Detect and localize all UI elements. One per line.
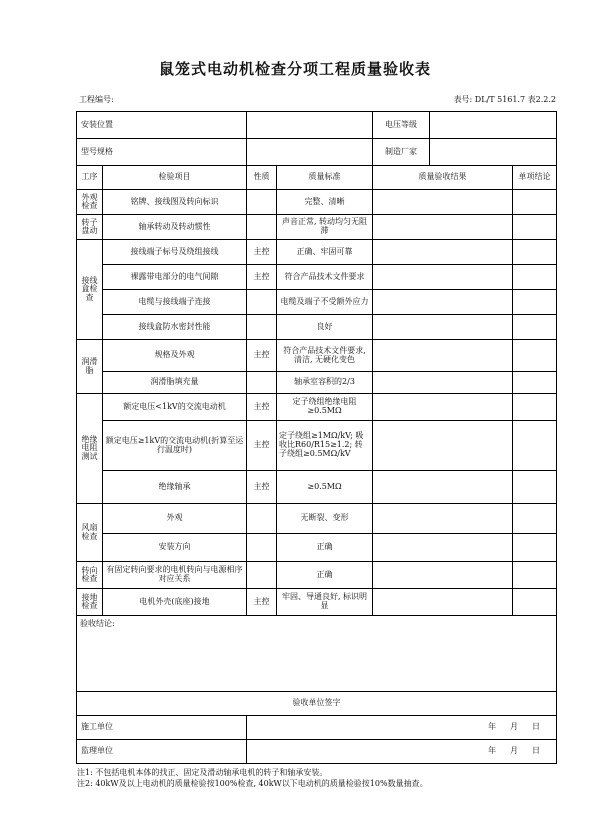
row-conclusion[interactable] (513, 394, 557, 421)
group-lubrication: 润滑脂 (77, 340, 103, 394)
header-item: 检验项目 (103, 166, 247, 190)
header-standard: 质量标准 (277, 166, 373, 190)
row-conclusion[interactable] (513, 240, 557, 265)
row-conclusion[interactable] (513, 504, 557, 534)
row-result[interactable] (373, 190, 513, 215)
footnotes (77, 767, 577, 789)
row-nature: 主控 (247, 589, 277, 616)
group-rotor: 转子盘动 (77, 215, 103, 240)
row-conclusion[interactable] (513, 265, 557, 290)
row-item: 轴承转动及转动惯性 (103, 215, 247, 240)
row-nature (247, 315, 277, 340)
row-standard: 定子绕组绝缘电阻≥0.5MΩ (277, 394, 373, 421)
row-nature: 主控 (247, 340, 277, 372)
row-standard: ≥0.5MΩ (277, 471, 373, 504)
conclusion-area[interactable] (77, 616, 557, 692)
row-result[interactable] (373, 421, 513, 471)
group-junction: 接线盒检查 (77, 240, 103, 340)
manufacturer-label: 制造厂家 (373, 139, 430, 165)
header-nature: 性质 (247, 166, 277, 190)
table-number: 表号: DL/T 5161.7 表2.2.2 (453, 95, 556, 104)
row-nature (247, 504, 277, 534)
row-item: 铭牌、接线图及转向标识 (103, 190, 247, 215)
row-item: 安装方向 (103, 534, 247, 562)
year-label: 年 (488, 722, 496, 732)
row-standard: 电缆及端子不受额外应力 (277, 290, 373, 315)
row-result[interactable] (373, 504, 513, 534)
row-item: 接线端子标号及绕组接线 (103, 240, 247, 265)
row-conclusion[interactable] (513, 315, 557, 340)
conclusion-label: 验收结论: (80, 619, 115, 628)
row-standard: 符合产品技术文件要求 (277, 265, 373, 290)
row-item: 润滑脂填充量 (103, 372, 247, 394)
row-result[interactable] (373, 315, 513, 340)
install-location-value[interactable] (247, 112, 373, 139)
row-result[interactable] (373, 240, 513, 265)
row-nature (247, 190, 277, 215)
construction-unit-sign[interactable] (247, 716, 557, 740)
header-step: 工序 (77, 166, 103, 190)
supervision-unit-text: 监理单位 (81, 746, 113, 756)
group-appearance: 外观检查 (77, 190, 103, 215)
row-result[interactable] (373, 265, 513, 290)
row-standard: 轴承室容积的2/3 (277, 372, 373, 394)
inspection-table (76, 111, 557, 764)
row-standard: 符合产品技术文件要求, 清洁, 无硬化变色 (277, 340, 373, 372)
row-item: 外观 (103, 504, 247, 534)
month-label: 月 (510, 722, 518, 732)
row-standard: 牢固、导通良好, 标识明显 (277, 589, 373, 616)
row-conclusion[interactable] (513, 372, 557, 394)
row-standard: 正确 (277, 562, 373, 589)
row-nature (247, 562, 277, 589)
manufacturer-value[interactable] (430, 139, 556, 165)
row-standard: 无断裂、变形 (277, 504, 373, 534)
header-result: 质量验收结果 (373, 166, 513, 190)
row-conclusion[interactable] (513, 534, 557, 562)
row-standard: 良好 (277, 315, 373, 340)
project-number-label: 工程编号: (79, 95, 114, 104)
sign-header: 验收单位签字 (77, 692, 557, 716)
row-nature: 主控 (247, 471, 277, 504)
page-title: 鼠笼式电动机检查分项工程质量验收表 (158, 60, 431, 78)
row-item: 绝缘轴承 (103, 471, 247, 504)
row-result[interactable] (373, 215, 513, 240)
row-item: 额定电压≥1kV的交流电动机(折算至运行温度时) (103, 421, 247, 471)
year-label: 年 (488, 746, 496, 756)
group-fan: 风扇检查 (77, 504, 103, 562)
row-item: 规格及外观 (103, 340, 247, 372)
row-result[interactable] (373, 534, 513, 562)
row-nature (247, 372, 277, 394)
row-conclusion[interactable] (513, 340, 557, 372)
row-nature (247, 534, 277, 562)
row-nature: 主控 (247, 240, 277, 265)
row-result[interactable] (373, 290, 513, 315)
supervision-unit-label (77, 740, 247, 764)
row-result[interactable] (373, 562, 513, 589)
row-conclusion[interactable] (513, 589, 557, 616)
row-nature (247, 290, 277, 315)
row-result[interactable] (373, 340, 513, 372)
row-nature (247, 215, 277, 240)
construction-unit-text: 施工单位 (81, 722, 113, 732)
row-conclusion[interactable] (513, 290, 557, 315)
row-nature: 主控 (247, 394, 277, 421)
row-conclusion[interactable] (513, 562, 557, 589)
month-label: 月 (510, 746, 518, 756)
group-insulation: 绝缘电阻测试 (77, 394, 103, 504)
row-standard: 定子绕组≥1MΩ/kV; 吸收比R60/R15≥1.2; 转子绕组≥0.5MΩ/kV (277, 421, 373, 471)
voltage-level-label: 电压等级 (373, 112, 430, 138)
row-standard: 正确 (277, 534, 373, 562)
row-conclusion[interactable] (513, 421, 557, 471)
row-item: 电缆与接线端子连接 (103, 290, 247, 315)
day-label: 日 (532, 722, 540, 732)
day-label: 日 (532, 746, 540, 756)
group-rotation: 转向检查 (77, 562, 103, 589)
model-spec-value[interactable] (247, 139, 373, 166)
row-item: 有固定转向要求的电机转向与电源相序对应关系 (103, 562, 247, 589)
row-conclusion[interactable] (513, 471, 557, 504)
row-result[interactable] (373, 471, 513, 504)
row-item: 裸露带电部分的电气间隙 (103, 265, 247, 290)
model-spec-label: 型号规格 (77, 139, 247, 166)
note-2: 注2: 40kW及以上电动机的质量检验按100%检查, 40kW以下电动机的质量检验按10%数量抽查。 (77, 779, 428, 788)
voltage-level-value[interactable] (430, 112, 556, 138)
row-standard: 完整、清晰 (277, 190, 373, 215)
construction-unit-label (77, 716, 247, 740)
row-item: 接线盒防水密封性能 (103, 315, 247, 340)
install-location-label: 安装位置 (77, 112, 247, 139)
row-conclusion[interactable] (513, 190, 557, 215)
row-item: 额定电压<1kV的交流电动机 (103, 394, 247, 421)
row-item: 电机外壳(底座)接地 (103, 589, 247, 616)
row-conclusion[interactable] (513, 215, 557, 240)
note-1: 注1: 不包括电机本体的找正、固定及滑动轴承电机的转子和轴承安装。 (77, 768, 328, 777)
row-nature: 主控 (247, 265, 277, 290)
row-standard: 正确、牢固可靠 (277, 240, 373, 265)
supervision-unit-sign[interactable] (247, 740, 557, 764)
row-result[interactable] (373, 372, 513, 394)
group-grounding: 接地检查 (77, 589, 103, 616)
header-conclusion: 单项结论 (513, 166, 557, 190)
row-result[interactable] (373, 589, 513, 616)
row-result[interactable] (373, 394, 513, 421)
row-nature: 主控 (247, 421, 277, 471)
row-standard: 声音正常, 转动均匀无阻滞 (277, 215, 373, 240)
